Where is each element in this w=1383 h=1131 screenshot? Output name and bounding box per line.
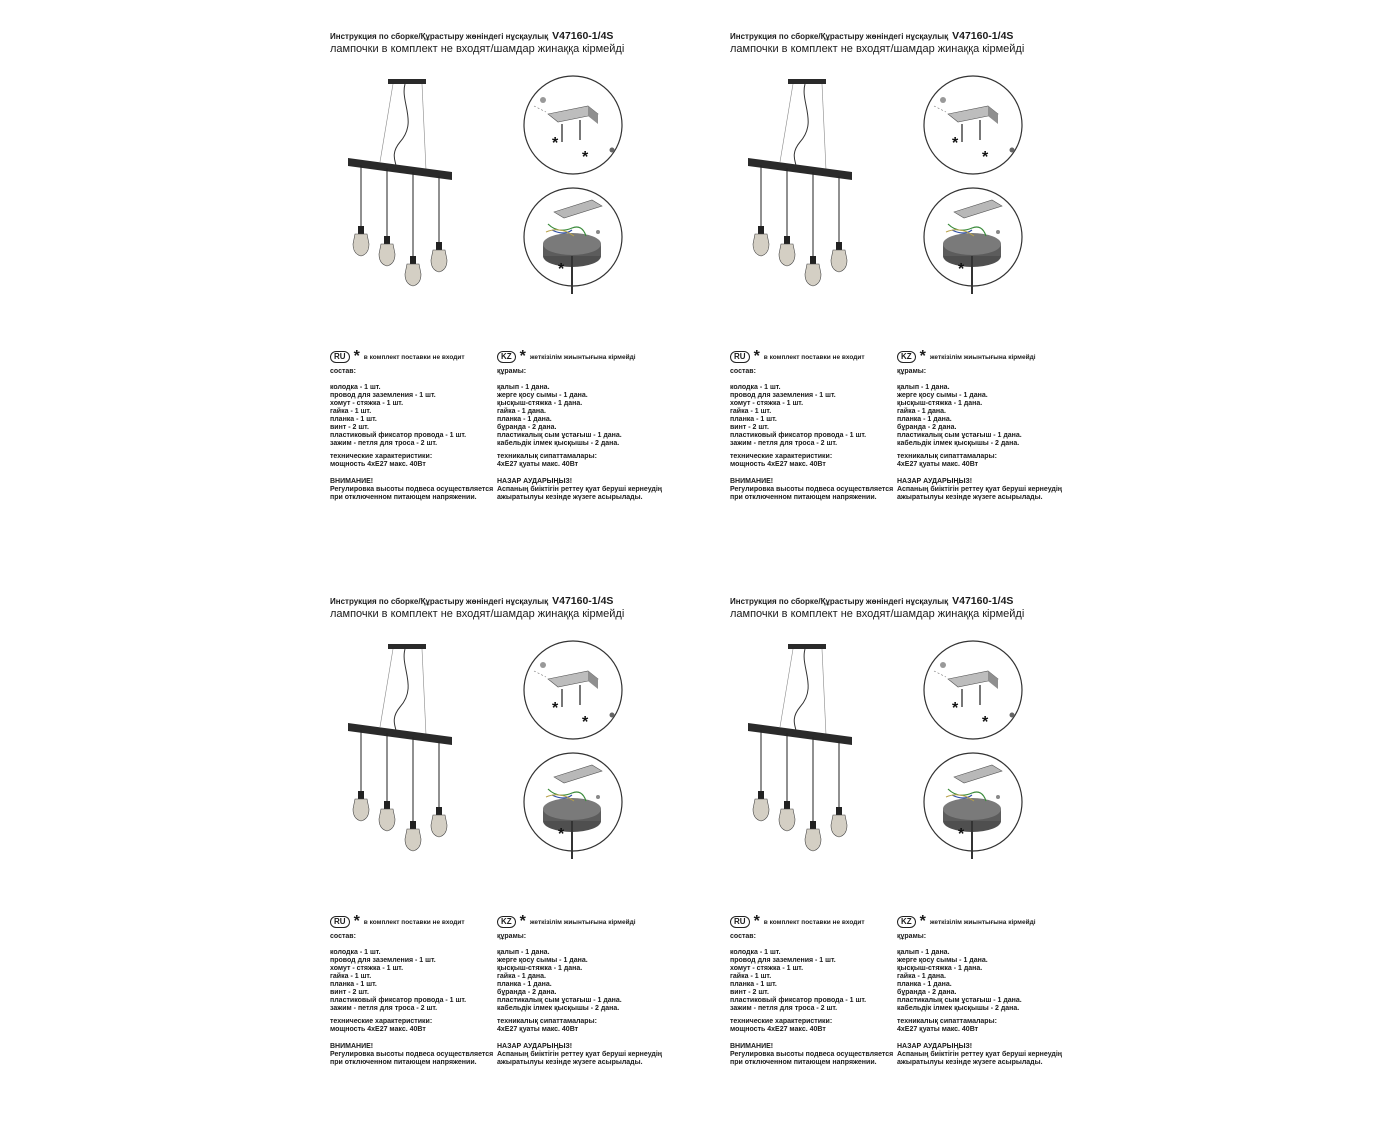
list-item: гайка - 1 шт. [330,408,372,415]
list-item: қалып - 1 дана. [897,384,950,391]
warning-heading: ВНИМАНИЕ! [330,478,374,485]
asterisk-screw-left: * [952,700,959,717]
bulbs-not-included-note: лампочки в комплект не входят/шамдар жинаққа кірмейді [730,608,1025,620]
tech-heading: техникалық сипаттамалары: [497,453,597,460]
list-item: гайка - 1 дана. [497,973,546,980]
ru-header [330,915,465,929]
instruction-sheet-bottom-right [690,567,1090,1097]
ru-warning [330,478,493,502]
list-item: гайка - 1 дана. [497,408,546,415]
warning-line: при отключенном питающем напряжении. [330,494,477,501]
ru-warning [730,1043,893,1067]
instruction-title: Инструкция по сборке/Құрастыру жөніндегі нұсқаулық V47160-1/4S [730,30,1014,42]
list-item: қысқыш-стяжка - 1 дана. [497,400,583,407]
list-item: провод для заземления - 1 шт. [330,957,436,964]
kz-header [897,915,1036,929]
list-item: провод для заземления - 1 шт. [730,957,836,964]
ru-parts-list [730,384,866,448]
tech-heading: технические характеристики: [730,453,833,460]
list-item: винт - 2 шт. [730,989,769,996]
bulbs-not-included-note: лампочки в комплект не входят/шамдар жинаққа кірмейді [330,43,625,55]
asterisk-screw-right: * [982,714,989,731]
asterisk-wiring: * [558,826,565,843]
ru-header [330,350,465,364]
asterisk-screw-right: * [582,714,589,731]
pendant-bulb-2 [379,236,395,266]
list-item: кабельдік ілмек қысқышы - 2 дана. [497,440,620,447]
ru-tech-specs [330,453,432,469]
kz-header [497,350,636,364]
tech-value: мощность 4хЕ27 макс. 40Вт [330,461,426,468]
tech-heading: технические характеристики: [730,1018,833,1025]
mounting-plate-detail [524,76,622,174]
model-number: V47160-1/4S [952,30,1014,42]
tech-value: 4хЕ27 қуаты макс. 40Вт [497,461,579,468]
kz-badge: KZ [497,351,516,363]
tech-value: мощность 4хЕ27 макс. 40Вт [730,461,826,468]
list-item: хомут - стяжка - 1 шт. [330,965,404,972]
mounting-plate-detail [924,76,1022,174]
warning-line: ажыратылуы кезінде жүзеге асырылады. [497,1059,643,1066]
ru-tech-specs [730,1018,832,1034]
list-item: пластикалық сым ұстағыш - 1 дана. [897,432,1022,439]
kz-warning [897,478,1062,502]
ru-header [730,915,865,929]
asterisk-screw-right: * [582,149,589,166]
warning-line: Регулировка высоты подвеса осуществляется [330,486,494,493]
tech-value: 4хЕ27 қуаты макс. 40Вт [897,1026,979,1033]
kz-parts-list [897,384,1022,448]
suspension-cable-right [422,649,426,735]
ru-contents-heading: состав: [330,933,356,940]
list-item: винт - 2 шт. [730,424,769,431]
kz-warning [497,478,662,502]
list-item: зажим - петля для троса - 2 шт. [330,440,438,447]
list-item: қалып - 1 дана. [497,384,550,391]
pendant-bulb-1 [353,226,369,256]
list-item: кабельдік ілмек қысқышы - 2 дана. [897,1005,1020,1012]
asterisk-icon: * [753,348,760,365]
list-item: хомут - стяжка - 1 шт. [730,965,804,972]
warning-heading: НАЗАР АУДАРЫҢЫЗ! [897,1043,973,1050]
suspension-cable-right [422,84,426,170]
warning-line: ажыратылуы кезінде жүзеге асырылады. [897,494,1043,501]
product-illustration [330,62,630,302]
pendant-bulb-1 [753,226,769,256]
warning-line: Регулировка высоты подвеса осуществляется [330,1051,494,1058]
asterisk-icon: * [753,913,760,930]
asterisk-screw-right: * [982,149,989,166]
lamp-beam [748,158,852,180]
warning-line: Регулировка высоты подвеса осуществляется [730,486,894,493]
ru-warning [330,1043,493,1067]
kz-tech-specs [897,1018,997,1034]
pendant-bulb-3 [405,821,421,851]
pendant-bulb-4 [831,807,847,837]
suspension-cable-left [380,84,393,162]
list-item: хомут - стяжка - 1 шт. [730,400,804,407]
list-item: пластикалық сым ұстағыш - 1 дана. [497,432,622,439]
asterisk-wiring: * [958,261,965,278]
mounting-plate-detail [524,641,622,739]
warning-heading: НАЗАР АУДАРЫҢЫЗ! [497,478,573,485]
bulbs-not-included-note: лампочки в комплект не входят/шамдар жинаққа кірмейді [330,608,625,620]
tech-value: мощность 4хЕ27 макс. 40Вт [330,1026,426,1033]
list-item: гайка - 1 шт. [330,973,372,980]
kz-not-included: жеткізілім жиынтығына кірмейді [529,918,636,926]
asterisk-icon: * [353,913,360,930]
list-item: винт - 2 шт. [330,989,369,996]
list-item: гайка - 1 шт. [730,408,772,415]
warning-line: Аспаның биіктігін реттеу қуат беруші кернеудің [897,486,1063,493]
ru-parts-list [330,384,466,448]
kz-contents-heading: құрамы: [497,368,527,375]
model-number: V47160-1/4S [552,595,614,607]
list-item: пластикалық сым ұстағыш - 1 дана. [897,997,1022,1004]
bulbs-not-included-note: лампочки в комплект не входят/шамдар жинаққа кірмейді [730,43,1025,55]
kz-badge: KZ [897,351,916,363]
list-item: қалып - 1 дана. [497,949,550,956]
list-item: винт - 2 шт. [330,424,369,431]
list-item: қысқыш-стяжка - 1 дана. [897,400,983,407]
pendant-bulb-1 [753,791,769,821]
kz-contents-heading: құрамы: [897,368,927,375]
instruction-sheet-bottom-left [290,567,690,1097]
ru-not-included: в комплект поставки не входит [763,353,865,361]
ru-contents-heading: состав: [730,933,756,940]
list-item: жерге қосу сымы - 1 дана. [897,957,988,964]
kz-contents-heading: құрамы: [497,933,527,940]
list-item: қысқыш-стяжка - 1 дана. [897,965,983,972]
pendant-bulb-2 [779,801,795,831]
asterisk-wiring: * [958,826,965,843]
pendant-bulb-3 [805,821,821,851]
warning-heading: ВНИМАНИЕ! [730,1043,774,1050]
power-cable [394,649,408,731]
pendant-bulb-3 [805,256,821,286]
kz-warning [897,1043,1062,1067]
warning-line: Аспаның биіктігін реттеу қуат беруші кернеудің [897,1051,1063,1058]
asterisk-icon: * [919,348,926,365]
kz-not-included: жеткізілім жиынтығына кірмейді [929,353,1036,361]
list-item: жерге қосу сымы - 1 дана. [897,392,988,399]
list-item: зажим - петля для троса - 2 шт. [330,1005,438,1012]
warning-line: при отключенном питающем напряжении. [330,1059,477,1066]
kz-contents-heading: құрамы: [897,933,927,940]
list-item: пластиковый фиксатор провода - 1 шт. [730,997,867,1004]
list-item: планка - 1 дана. [897,981,952,988]
instruction-title: Инструкция по сборке/Құрастыру жөніндегі нұсқаулық V47160-1/4S [730,595,1014,607]
list-item: пластикалық сым ұстағыш - 1 дана. [497,997,622,1004]
mounting-plate-detail [924,641,1022,739]
warning-line: ажыратылуы кезінде жүзеге асырылады. [497,494,643,501]
ru-not-included: в комплект поставки не входит [763,918,865,926]
list-item: провод для заземления - 1 шт. [330,392,436,399]
list-item: бұранда - 2 дана. [497,989,557,996]
list-item: қалып - 1 дана. [897,949,950,956]
list-item: планка - 1 дана. [897,416,952,423]
kz-parts-list [897,949,1022,1013]
lamp-beam [748,723,852,745]
list-item: хомут - стяжка - 1 шт. [330,400,404,407]
list-item: планка - 1 шт. [330,416,377,423]
tech-heading: техникалық сипаттамалары: [897,1018,997,1025]
ru-badge: RU [330,916,350,928]
warning-line: Аспаның биіктігін реттеу қуат беруші кернеудің [497,486,663,493]
asterisk-wiring: * [558,261,565,278]
ru-badge: RU [330,351,350,363]
ru-badge: RU [730,916,750,928]
kz-tech-specs [897,453,997,469]
list-item: қысқыш-стяжка - 1 дана. [497,965,583,972]
product-illustration [730,62,1030,302]
ceiling-bar [788,644,826,649]
warning-line: Регулировка высоты подвеса осуществляется [730,1051,894,1058]
asterisk-screw-left: * [552,135,559,152]
kz-badge: KZ [497,916,516,928]
suspension-cable-right [822,84,826,170]
kz-tech-specs [497,453,597,469]
asterisk-icon: * [353,348,360,365]
ru-tech-specs [330,1018,432,1034]
pendant-bulb-4 [431,807,447,837]
asterisk-screw-left: * [952,135,959,152]
list-item: колодка - 1 шт. [730,384,781,391]
ceiling-bar [388,644,426,649]
kz-badge: KZ [897,916,916,928]
list-item: пластиковый фиксатор провода - 1 шт. [330,432,467,439]
list-item: пластиковый фиксатор провода - 1 шт. [730,432,867,439]
ru-not-included: в комплект поставки не входит [363,353,465,361]
list-item: планка - 1 шт. [730,416,777,423]
list-item: планка - 1 шт. [730,981,777,988]
kz-not-included: жеткізілім жиынтығына кірмейді [529,353,636,361]
pendant-bulb-4 [831,242,847,272]
list-item: колодка - 1 шт. [730,949,781,956]
warning-line: при отключенном питающем напряжении. [730,494,877,501]
kz-header [897,350,1036,364]
tech-value: 4хЕ27 қуаты макс. 40Вт [897,461,979,468]
suspension-cable-right [822,649,826,735]
tech-heading: технические характеристики: [330,1018,433,1025]
pendant-bulb-3 [405,256,421,286]
warning-heading: ВНИМАНИЕ! [330,1043,374,1050]
tech-value: мощность 4хЕ27 макс. 40Вт [730,1026,826,1033]
kz-header [497,915,636,929]
instruction-title: Инструкция по сборке/Құрастыру жөніндегі нұсқаулық V47160-1/4S [330,30,614,42]
lamp-beam [348,158,452,180]
suspension-cable-left [780,649,793,727]
ru-contents-heading: состав: [330,368,356,375]
suspension-cable-left [380,649,393,727]
model-number: V47160-1/4S [952,595,1014,607]
instruction-sheet-top-right [690,2,1090,532]
list-item: бұранда - 2 дана. [497,424,557,431]
ru-contents-heading: состав: [730,368,756,375]
tech-value: 4хЕ27 қуаты макс. 40Вт [497,1026,579,1033]
list-item: бұранда - 2 дана. [897,989,957,996]
list-item: планка - 1 дана. [497,416,552,423]
canopy-wiring-detail [524,188,622,294]
list-item: гайка - 1 дана. [897,408,946,415]
list-item: жерге қосу сымы - 1 дана. [497,957,588,964]
kz-tech-specs [497,1018,597,1034]
list-item: кабельдік ілмек қысқышы - 2 дана. [497,1005,620,1012]
list-item: колодка - 1 шт. [330,949,381,956]
lamp-beam [348,723,452,745]
list-item: колодка - 1 шт. [330,384,381,391]
list-item: провод для заземления - 1 шт. [730,392,836,399]
tech-heading: техникалық сипаттамалары: [897,453,997,460]
pendant-bulb-1 [353,791,369,821]
ru-not-included: в комплект поставки не входит [363,918,465,926]
asterisk-icon: * [919,913,926,930]
asterisk-icon: * [519,348,526,365]
model-number: V47160-1/4S [552,30,614,42]
warning-heading: НАЗАР АУДАРЫҢЫЗ! [897,478,973,485]
ru-header [730,350,865,364]
ceiling-bar [388,79,426,84]
ru-tech-specs [730,453,832,469]
warning-heading: НАЗАР АУДАРЫҢЫЗ! [497,1043,573,1050]
pendant-bulb-4 [431,242,447,272]
list-item: пластиковый фиксатор провода - 1 шт. [330,997,467,1004]
list-item: планка - 1 дана. [497,981,552,988]
asterisk-screw-left: * [552,700,559,717]
list-item: планка - 1 шт. [330,981,377,988]
warning-line: ажыратылуы кезінде жүзеге асырылады. [897,1059,1043,1066]
warning-line: при отключенном питающем напряжении. [730,1059,877,1066]
canopy-wiring-detail [924,753,1022,859]
list-item: зажим - петля для троса - 2 шт. [730,440,838,447]
ru-badge: RU [730,351,750,363]
instruction-sheet-top-left [290,2,690,532]
product-illustration [330,627,630,867]
kz-parts-list [497,949,622,1013]
suspension-cable-left [780,84,793,162]
instruction-title: Инструкция по сборке/Құрастыру жөніндегі нұсқаулық V47160-1/4S [330,595,614,607]
power-cable [794,649,808,731]
tech-heading: технические характеристики: [330,453,433,460]
ru-parts-list [730,949,866,1013]
list-item: кабельдік ілмек қысқышы - 2 дана. [897,440,1020,447]
tech-heading: техникалық сипаттамалары: [497,1018,597,1025]
ceiling-bar [788,79,826,84]
canopy-wiring-detail [524,753,622,859]
power-cable [394,84,408,166]
product-illustration [730,627,1030,867]
list-item: жерге қосу сымы - 1 дана. [497,392,588,399]
power-cable [794,84,808,166]
warning-heading: ВНИМАНИЕ! [730,478,774,485]
asterisk-icon: * [519,913,526,930]
list-item: гайка - 1 шт. [730,973,772,980]
canopy-wiring-detail [924,188,1022,294]
ru-warning [730,478,893,502]
kz-not-included: жеткізілім жиынтығына кірмейді [929,918,1036,926]
pendant-bulb-2 [379,801,395,831]
kz-parts-list [497,384,622,448]
list-item: бұранда - 2 дана. [897,424,957,431]
warning-line: Аспаның биіктігін реттеу қуат беруші кернеудің [497,1051,663,1058]
list-item: гайка - 1 дана. [897,973,946,980]
ru-parts-list [330,949,466,1013]
kz-warning [497,1043,662,1067]
list-item: зажим - петля для троса - 2 шт. [730,1005,838,1012]
pendant-bulb-2 [779,236,795,266]
